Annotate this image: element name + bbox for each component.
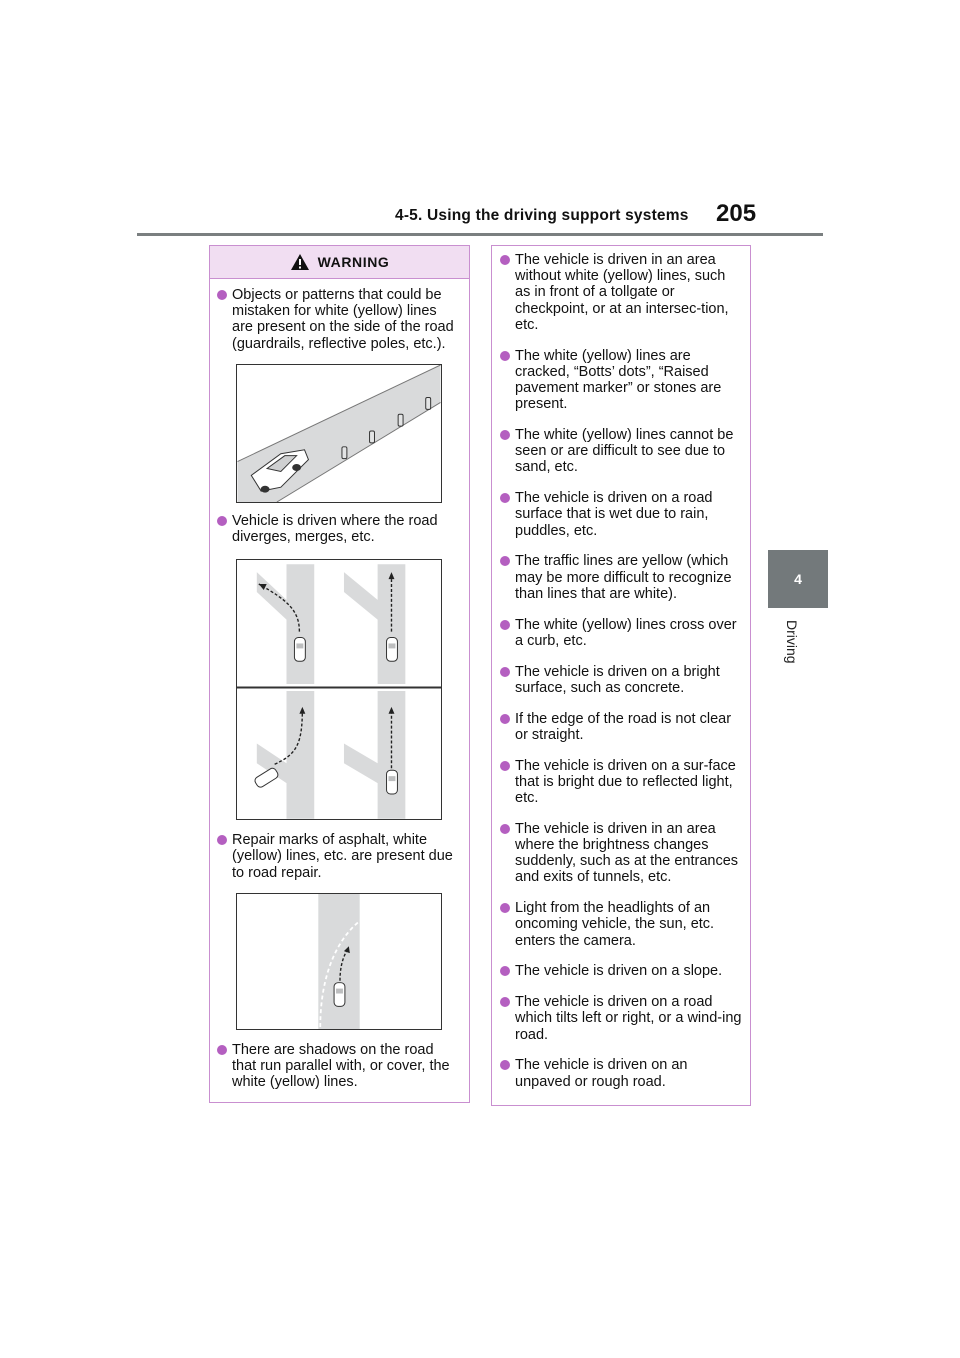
chapter-tab — [768, 550, 828, 608]
condition-item: The white (yellow) lines are cracked, “Botts’ dots”, “Raised pavement marker” or stones are present. — [497, 348, 742, 413]
header-divider — [137, 233, 823, 236]
page-number: 205 — [716, 200, 757, 227]
chapter-label: Driving — [784, 620, 800, 664]
condition-item: The vehicle is driven on an unpaved or rough road. — [497, 1057, 742, 1089]
condition-item: Light from the headlights of an oncoming vehicle, the sun, etc. enters the camera. — [497, 900, 742, 949]
condition-item: The vehicle is driven on a bright surface, such as concrete. — [497, 664, 742, 696]
warning-list — [210, 287, 469, 1090]
condition-item: The vehicle is driven in an area without white (yellow) lines, such as in front of a tollgate or checkpoint, or at an intersec-tion, etc. — [497, 252, 742, 333]
condition-item: The white (yellow) lines cross over a curb, etc. — [497, 617, 742, 649]
road-diverge-merge-figure — [236, 559, 442, 820]
warning-triangle-icon — [290, 253, 310, 271]
warning-item: Vehicle is driven where the road diverges, merges, etc. — [214, 513, 461, 545]
warning-item: There are shadows on the road that run parallel with, or cover, the white (yellow) lines. — [214, 1042, 461, 1091]
condition-item: The white (yellow) lines cannot be seen or are difficult to see due to sand, etc. — [497, 427, 742, 476]
conditions-list — [492, 246, 750, 1090]
condition-item: The vehicle is driven on a road surface that is wet due to rain, puddles, etc. — [497, 490, 742, 539]
warning-item: Objects or patterns that could be mistaken for white (yellow) lines are present on the side of the road (guardrails, reflective poles, etc.). — [214, 287, 461, 352]
warning-title: WARNING — [317, 254, 390, 270]
condition-item: The vehicle is driven on a slope. — [497, 963, 742, 979]
condition-item: The vehicle is driven on a road which tilts left or right, or a wind-ing road. — [497, 994, 742, 1043]
condition-item: If the edge of the road is not clear or straight. — [497, 711, 742, 743]
chapter-number: 4 — [794, 571, 802, 587]
conditions-box — [491, 245, 751, 1106]
guardrail-poles-figure — [236, 364, 442, 503]
condition-item: The traffic lines are yellow (which may be more difficult to recognize than lines that are white). — [497, 553, 742, 602]
road-repair-marks-figure — [236, 893, 442, 1030]
condition-item: The vehicle is driven on a sur-face that is bright due to reflected light, etc. — [497, 758, 742, 807]
warning-header — [210, 246, 469, 279]
warning-item: Repair marks of asphalt, white (yellow) lines, etc. are present due to road repair. — [214, 832, 461, 881]
condition-item: The vehicle is driven in an area where the brightness changes suddenly, such as at the entrances and exits of tunnels, etc. — [497, 821, 742, 886]
warning-box — [209, 245, 470, 1103]
section-title: 4-5. Using the driving support systems — [395, 207, 689, 224]
